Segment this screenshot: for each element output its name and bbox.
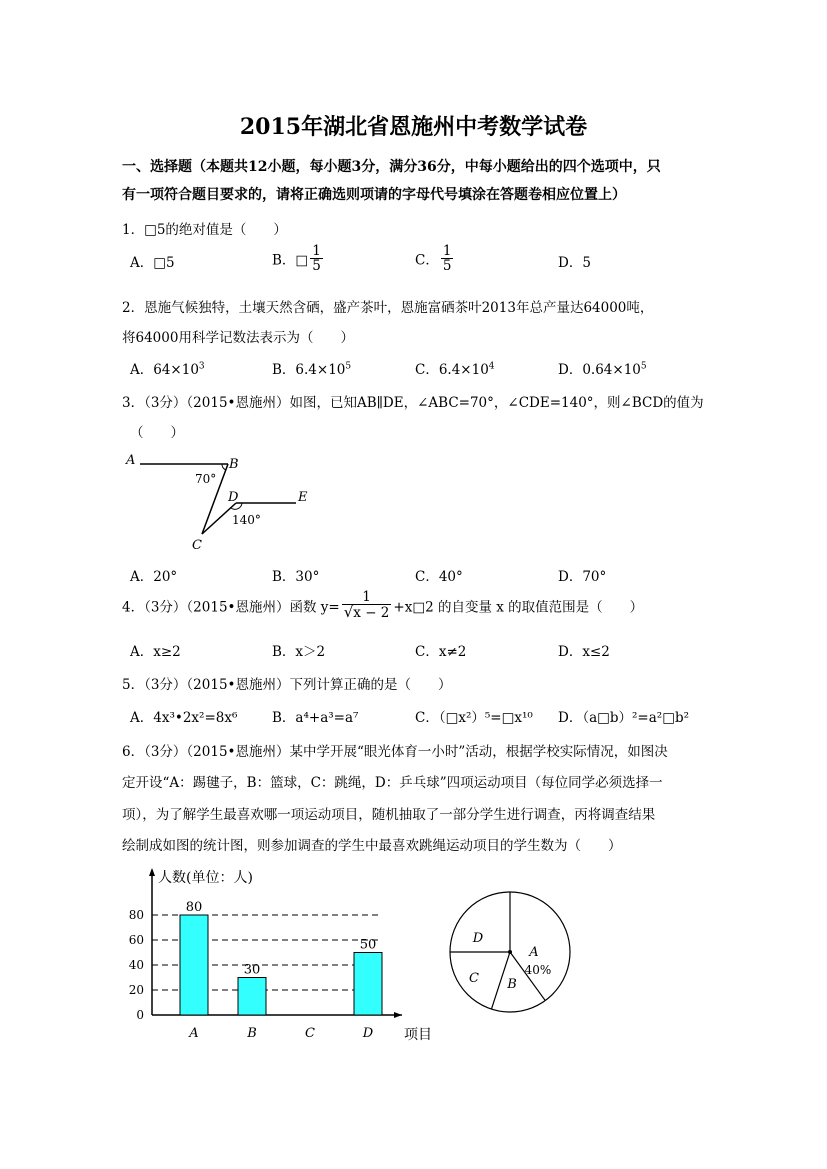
y-axis-arrow <box>149 868 155 876</box>
bar-a <box>180 915 208 1015</box>
x-axis-label: 项目 <box>404 1027 432 1043</box>
q4-stem <box>122 590 643 621</box>
pie-label-b: B <box>507 977 517 992</box>
bar-data-label: 30 <box>243 962 261 978</box>
q1-option-c <box>415 244 455 273</box>
x-tick-label: B <box>247 1026 257 1041</box>
section-header-line2: 有一项符合题目要求的，请将正确选则项请的字母代号填涂在答题卷相应位置上） <box>122 187 626 203</box>
bar-data-label: 50 <box>359 937 377 953</box>
angle-label-140: 140° <box>232 513 261 527</box>
q2-c-base: C．6.4×10 <box>415 362 489 378</box>
q1-c-den: 5 <box>442 258 452 275</box>
pie-label-a: A <box>529 945 539 960</box>
q1-b-den: 5 <box>312 258 321 275</box>
q2-c-exp: 4 <box>488 361 495 372</box>
x-tick-label: D <box>362 1026 374 1041</box>
q4-option-d: D．x≤2 <box>558 644 610 660</box>
q1-c-prefix: C． <box>415 252 439 269</box>
q2-option-a <box>130 358 205 378</box>
x-tick-label: C <box>305 1026 315 1041</box>
q1-option-a: A．□5 <box>130 255 175 271</box>
q1-c-num: 1 <box>442 243 452 259</box>
x-axis-arrow <box>394 1012 402 1018</box>
bar-data-label: 80 <box>185 900 203 915</box>
q4-post: +x□2 的自变量 x 的取值范围是（ ） <box>393 599 644 616</box>
q6-line4: 绘制成如图的统计图，则参加调查的学生中最喜欢跳绳运动项目的学生数为（ ） <box>122 838 622 854</box>
point-label-a: A <box>126 453 136 468</box>
q2-option-b <box>272 358 351 378</box>
q1-option-d: D．5 <box>558 255 591 271</box>
section-header-line1: 一、选择题（本题共12小题，每小题3分，满分36分，中每小题给出的四个选项中，只 <box>122 159 661 175</box>
q5-option-c: C．（□x²）⁵=□x¹⁰ <box>415 710 533 726</box>
x-tick-label: A <box>189 1026 199 1041</box>
q4-fraction <box>342 590 392 621</box>
y-tick-label: 0 <box>136 1008 144 1022</box>
q3-line2: （ ） <box>130 425 184 441</box>
q4-option-b: B．x＞2 <box>272 644 326 660</box>
q4-pre: 4．（3分）（2015•恩施州）函数 y= <box>122 599 340 616</box>
y-axis-label: 人数(单位：人) <box>158 870 253 886</box>
point-label-d: D <box>228 490 239 505</box>
q2-a-base: A．64×10 <box>130 362 199 378</box>
q3-option-a: A．20° <box>130 569 178 585</box>
q4-den-radicand: x − 2 <box>353 605 390 622</box>
q1-stem: 1．□5的绝对值是（ ） <box>122 222 287 238</box>
y-tick-label: 80 <box>128 908 144 922</box>
q2-b-exp: 5 <box>345 361 352 372</box>
pie-percent-label: 40% <box>524 963 552 977</box>
q6-line3: 项），为了解学生最喜欢哪一项运动项目，随机抽取了一部分学生进行调查，丙将调查结果 <box>122 807 656 823</box>
q5-option-b: B．a⁴+a³=a⁷ <box>272 710 359 726</box>
y-tick-label: 40 <box>128 958 144 972</box>
q3-option-b: B．30° <box>272 569 320 585</box>
pie-center-dot <box>508 950 512 954</box>
q5-stem: 5．（3分）（2015•恩施州）下列计算正确的是（ ） <box>122 677 452 693</box>
point-label-e: E <box>298 490 308 505</box>
q1-b-num: 1 <box>312 243 321 259</box>
q1-c-fraction <box>441 244 454 273</box>
page-title: 2015年湖北省恩施州中考数学试卷 <box>239 114 588 140</box>
q3-figure <box>118 448 328 553</box>
q4-option-c: C．x≠2 <box>415 644 467 660</box>
q4-option-a: A．x≥2 <box>130 644 181 660</box>
q3-option-d: D．70° <box>558 569 607 585</box>
q4-den: √x − 2 <box>343 603 390 622</box>
q2-line2: 将64000用科学记数法表示为（ ） <box>122 330 354 346</box>
q4-num: 1 <box>342 590 392 605</box>
bar-b <box>238 978 266 1016</box>
q1-option-b <box>272 244 325 273</box>
q5-option-d: D．（a□b）²=a²□b² <box>558 710 690 726</box>
y-tick-label: 20 <box>128 983 144 997</box>
q3-line1: 3．（3分）（2015•恩施州）如图，已知AB∥DE，∠ABC=70°，∠CDE=140°，则∠BCD的值为 <box>122 395 704 411</box>
bar-d <box>354 953 382 1016</box>
point-label-c: C <box>192 538 202 553</box>
q2-line1: 2．恩施气候独特，土壤天然含硒，盛产茶叶，恩施富硒茶叶2013年总产量达64000吨， <box>122 300 654 316</box>
q5-option-a: A．4x³•2x²=8x⁶ <box>130 710 238 726</box>
q6-line1: 6．（3分）（2015•恩施州）某中学开展“眼光体育一小时”活动，根据学校实际情况，如图决 <box>122 744 668 760</box>
q2-b-base: B．6.4×10 <box>272 362 346 378</box>
pie-label-d: D <box>472 931 484 946</box>
y-tick-label: 60 <box>128 933 144 947</box>
q6-line2: 定开设“A：踢毽子，B：篮球，C：跳绳，D：乒乓球”四项运动项目（每位同学必须选择一 <box>122 775 663 791</box>
q2-d-base: D．0.64×10 <box>558 362 641 378</box>
angle-label-70: 70° <box>195 472 217 486</box>
q2-a-exp: 3 <box>198 361 205 372</box>
pie-label-c: C <box>469 971 479 986</box>
point-label-b: B <box>229 457 239 472</box>
q1-b-fraction <box>310 244 323 273</box>
q2-option-d <box>558 358 647 378</box>
q1-b-prefix: B．□ <box>272 252 309 269</box>
q3-option-c: C．40° <box>415 569 463 585</box>
q2-d-exp: 5 <box>640 361 647 372</box>
q2-option-c <box>415 358 495 378</box>
bar-chart <box>118 862 432 1047</box>
pie-chart <box>446 886 578 1018</box>
